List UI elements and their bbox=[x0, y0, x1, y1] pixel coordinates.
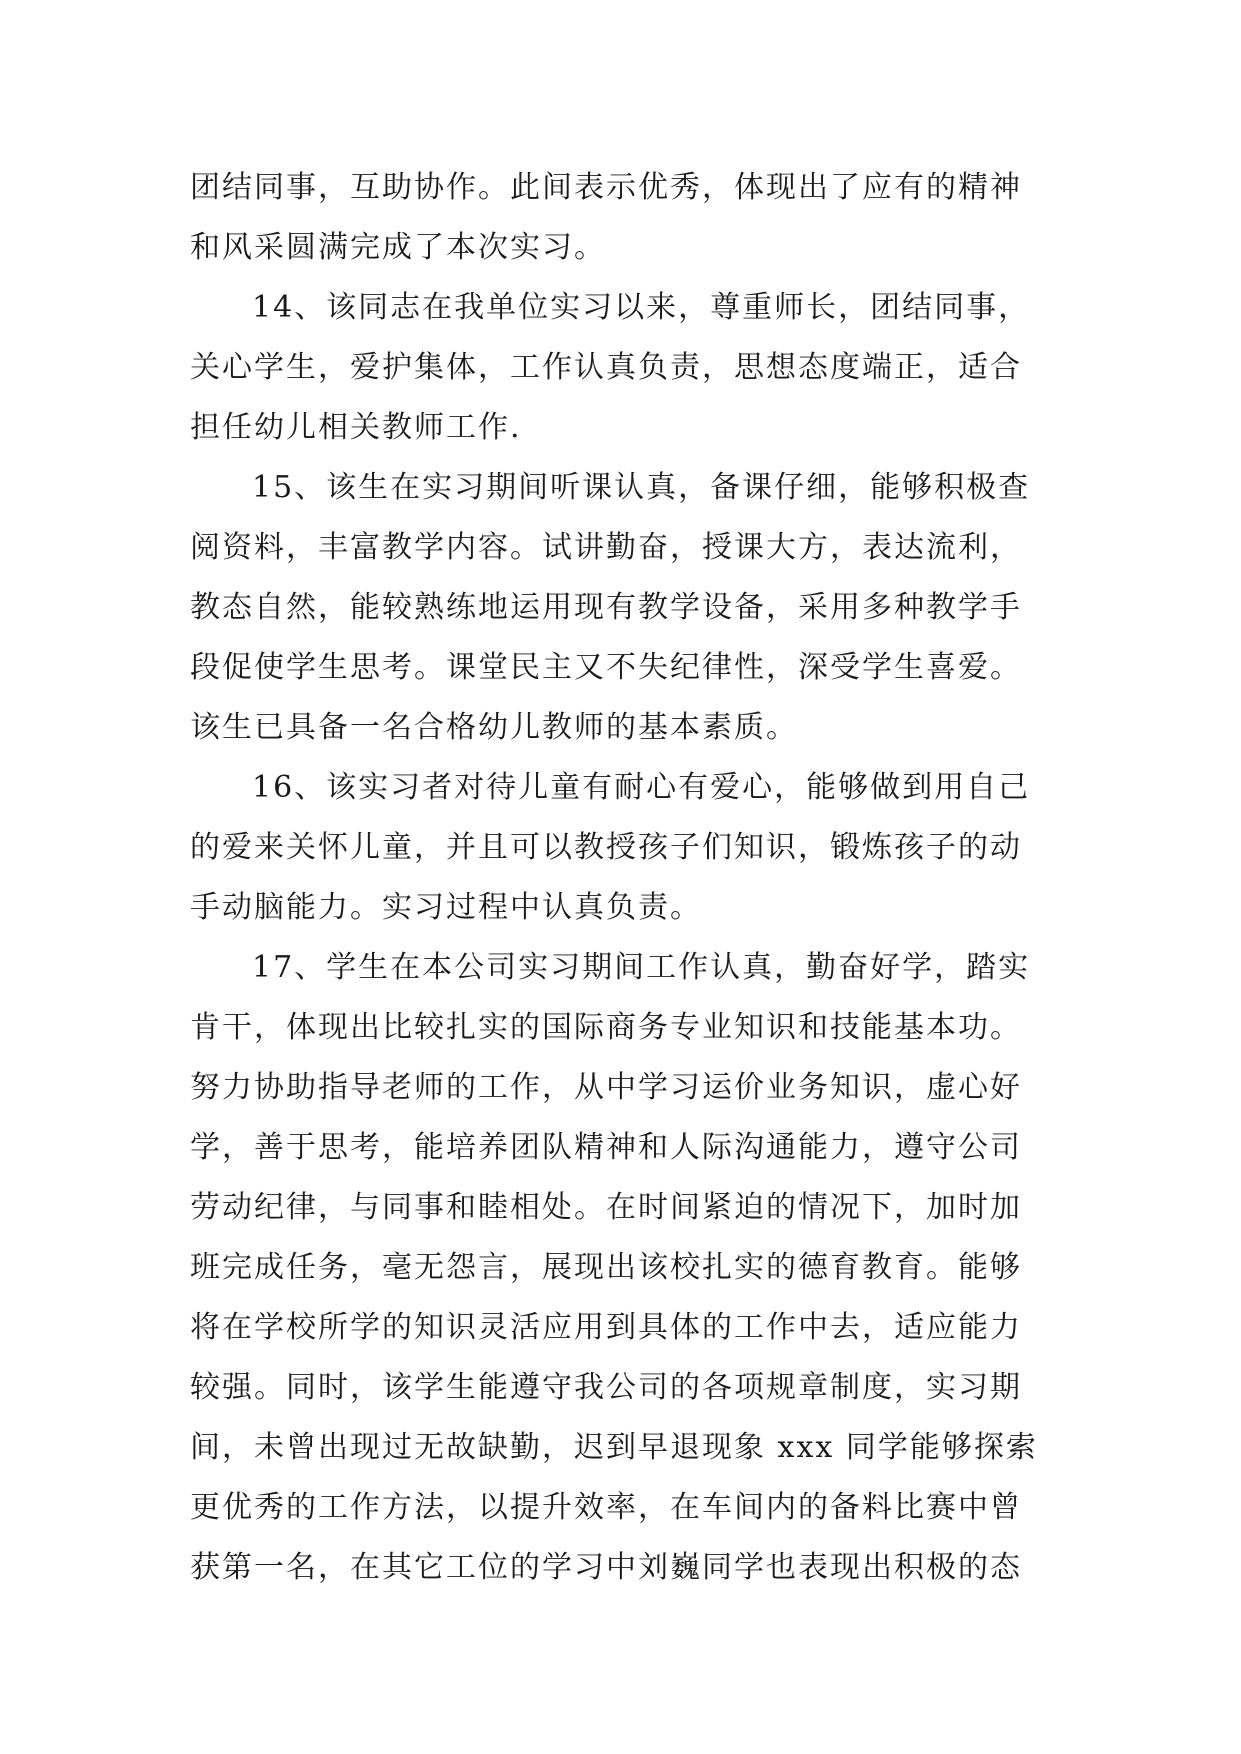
text-line: 手动脑能力。实习过程中认真负责。 bbox=[190, 890, 702, 925]
text-line: 劳动纪律，与同事和睦相处。在时间紧迫的情况下，加时加 bbox=[190, 1190, 1022, 1225]
paragraph-15-first-line: 15、该生在实习期间听课认真，备课仔细，能够积极查 bbox=[252, 470, 1031, 505]
text-line: 担任幼儿相关教师工作. bbox=[190, 410, 522, 445]
text-line: 肯干，体现出比较扎实的国际商务专业知识和技能基本功。 bbox=[190, 1010, 1022, 1045]
text-line: 阅资料，丰富教学内容。试讲勤奋，授课大方，表达流利， bbox=[190, 530, 1022, 565]
text-line: 较强。同时，该学生能遵守我公司的各项规章制度，实习期 bbox=[190, 1370, 1022, 1405]
text-line: 团结同事，互助协作。此间表示优秀，体现出了应有的精神 bbox=[190, 170, 1022, 205]
document-body bbox=[190, 158, 1060, 1598]
text-line: 段促使学生思考。课堂民主又不失纪律性，深受学生喜爱。 bbox=[190, 650, 1022, 685]
text-line: 学，善于思考，能培养团队精神和人际沟通能力，遵守公司 bbox=[190, 1130, 1022, 1165]
text-line: 的爱来关怀儿童，并且可以教授孩子们知识，锻炼孩子的动 bbox=[190, 830, 1022, 865]
paragraph-17-first-line: 17、学生在本公司实习期间工作认真，勤奋好学，踏实 bbox=[252, 950, 1031, 985]
text-line: 和风采圆满完成了本次实习。 bbox=[190, 230, 606, 265]
text-line: 努力协助指导老师的工作，从中学习运价业务知识，虚心好 bbox=[190, 1070, 1022, 1105]
paragraph-16-first-line: 16、该实习者对待儿童有耐心有爱心，能够做到用自己 bbox=[252, 770, 1031, 805]
text-line: 间，未曾出现过无故缺勤，迟到早退现象 xxx 同学能够探索 bbox=[190, 1430, 1038, 1465]
text-line: 关心学生，爱护集体，工作认真负责，思想态度端正，适合 bbox=[190, 350, 1022, 385]
text-line: 将在学校所学的知识灵活应用到具体的工作中去，适应能力 bbox=[190, 1310, 1022, 1345]
text-line: 更优秀的工作方法，以提升效率，在车间内的备料比赛中曾 bbox=[190, 1490, 1022, 1525]
text-line: 班完成任务，毫无怨言，展现出该校扎实的德育教育。能够 bbox=[190, 1250, 1022, 1285]
paragraph-14-first-line: 14、该同志在我单位实习以来，尊重师长，团结同事， bbox=[252, 290, 1031, 325]
text-line: 获第一名，在其它工位的学习中刘巍同学也表现出积极的态 bbox=[190, 1550, 1022, 1585]
text-line: 教态自然，能较熟练地运用现有教学设备，采用多种教学手 bbox=[190, 590, 1022, 625]
text-line: 该生已具备一名合格幼儿教师的基本素质。 bbox=[190, 710, 798, 745]
